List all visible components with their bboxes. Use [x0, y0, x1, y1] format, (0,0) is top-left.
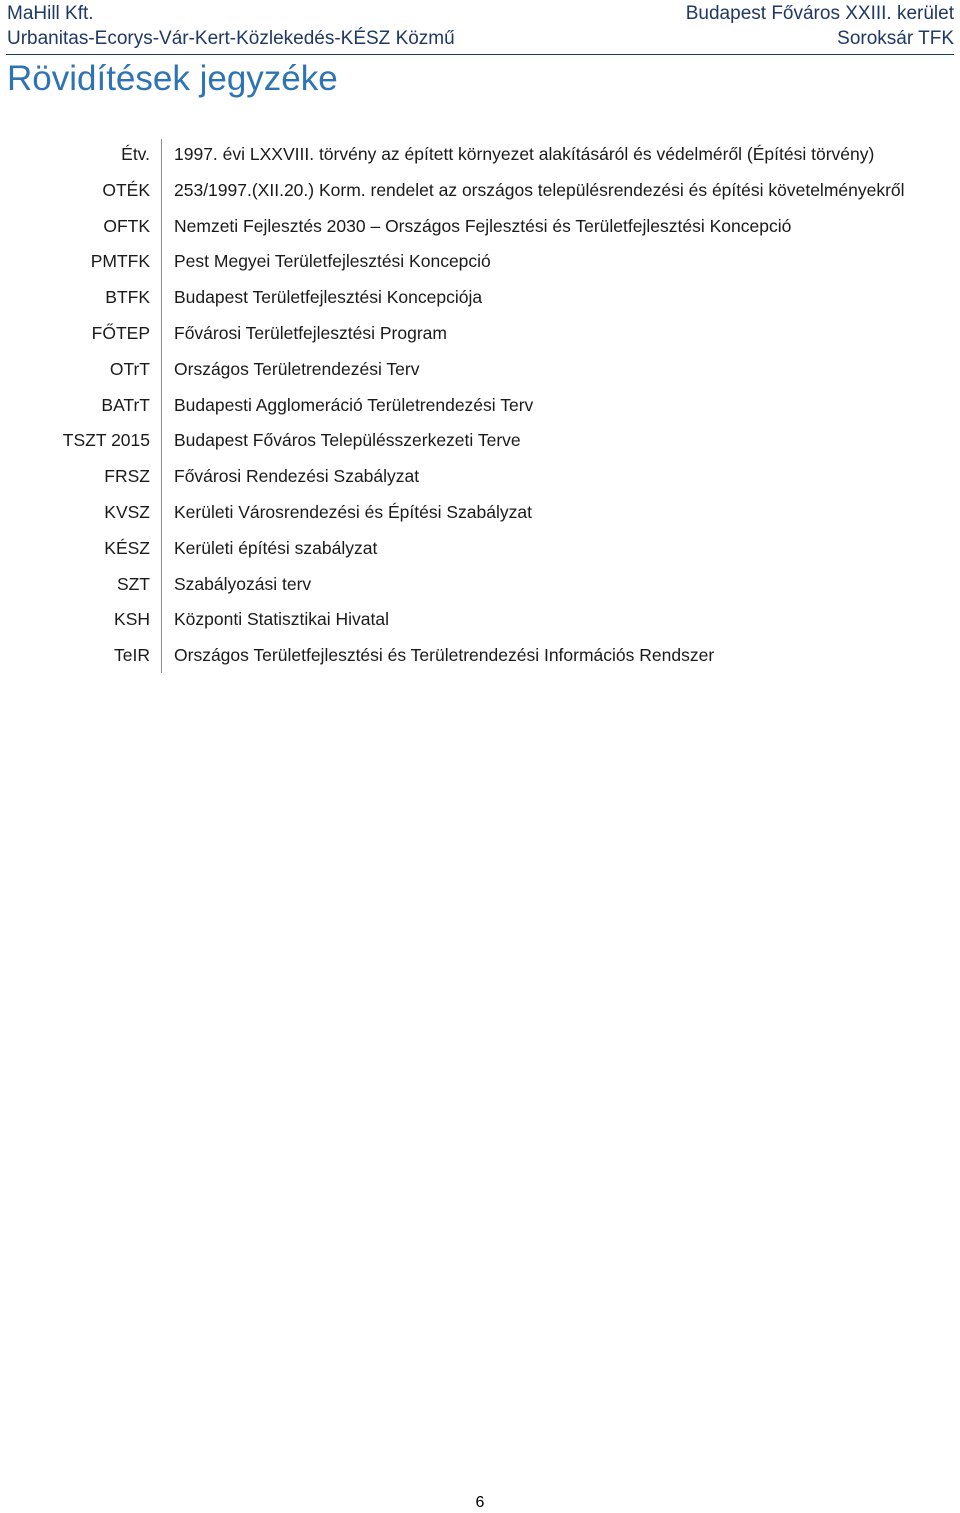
header-document: Soroksár TFK: [837, 28, 954, 49]
abbreviation-code: OTÉK: [102, 179, 150, 200]
header-district: Budapest Főváros XXIII. kerület: [685, 3, 954, 24]
abbreviation-definition: Budapesti Agglomeráció Területrendezési Terv: [174, 394, 534, 415]
abbreviation-code: FŐTEP: [91, 322, 150, 343]
abbreviation-definition: Szabályozási terv: [174, 573, 312, 594]
abbreviation-definition: Országos Területrendezési Terv: [174, 358, 420, 379]
header-right: [686, 1, 954, 51]
header-company: MaHill Kft.: [7, 3, 94, 24]
abbreviation-definition: Budapest Főváros Településszerkezeti Terve: [174, 430, 521, 451]
abbreviation-code: SZT: [116, 573, 150, 594]
abbreviation-code: OFTK: [103, 215, 150, 236]
abbreviation-row: [0, 458, 960, 494]
abbreviation-code: BTFK: [105, 287, 150, 308]
abbreviation-row: [0, 494, 960, 530]
abbreviation-code: TSZT 2015: [62, 430, 150, 451]
abbreviation-code: KÉSZ: [104, 537, 150, 558]
abbreviation-row: [0, 208, 960, 244]
abbreviation-definition: Nemzeti Fejlesztés 2030 – Országos Fejlesztési és Területfejlesztési Koncepció: [174, 215, 792, 236]
page-title: Rövidítések jegyzéke: [7, 59, 338, 98]
abbreviation-definition: 1997. évi LXXVIII. törvény az épített környezet alakításáról és védelméről (Építési törvény): [174, 144, 875, 164]
abbreviation-code: PMTFK: [90, 251, 150, 272]
abbreviation-definition: Országos Területfejlesztési és Területrendezési Információs Rendszer: [174, 645, 715, 666]
header-left: [7, 1, 455, 51]
abbreviation-row: [0, 637, 960, 673]
abbreviation-code: FRSZ: [104, 466, 150, 487]
abbreviation-code: TeIR: [114, 645, 150, 666]
abbreviation-definition: Pest Megyei Területfejlesztési Koncepció: [174, 251, 491, 272]
abbreviation-code: KVSZ: [104, 501, 150, 522]
abbreviation-row: [0, 422, 960, 458]
abbreviation-code: KSH: [114, 609, 150, 630]
abbreviation-code: Étv.: [121, 144, 150, 164]
abbreviation-row: [0, 530, 960, 566]
abbreviation-row: [0, 566, 960, 602]
abbreviation-definition: Budapest Területfejlesztési Koncepciója: [174, 287, 483, 308]
abbreviation-row: [0, 387, 960, 423]
abbreviation-definition: Központi Statisztikai Hivatal: [174, 609, 389, 630]
page-header: [6, 0, 954, 55]
abbreviation-code: BATrT: [101, 394, 150, 415]
abbreviation-row: [0, 315, 960, 351]
abbreviation-definition: Kerületi építési szabályzat: [174, 537, 378, 558]
header-consortium: Urbanitas-Ecorys-Vár-Kert-Közlekedés-KÉSZ Közmű: [7, 28, 455, 49]
abbreviation-row: [0, 601, 960, 637]
abbreviation-code: OTrT: [109, 358, 150, 379]
abbreviation-definition: Kerületi Városrendezési és Építési Szabályzat: [174, 501, 532, 522]
abbreviation-definition: 253/1997.(XII.20.) Korm. rendelet az országos településrendezési és építési követelményekről: [174, 179, 905, 200]
abbreviation-row: [0, 279, 960, 315]
abbreviation-list: [0, 136, 960, 673]
abbreviation-row: [0, 243, 960, 279]
abbreviation-definition: Fővárosi Területfejlesztési Program: [174, 322, 447, 343]
abbreviation-row: [0, 351, 960, 387]
page-number: 6: [475, 1494, 485, 1511]
abbreviation-row: [0, 172, 960, 208]
abbreviation-row: [0, 136, 960, 172]
abbreviation-definition: Fővárosi Rendezési Szabályzat: [174, 466, 420, 487]
